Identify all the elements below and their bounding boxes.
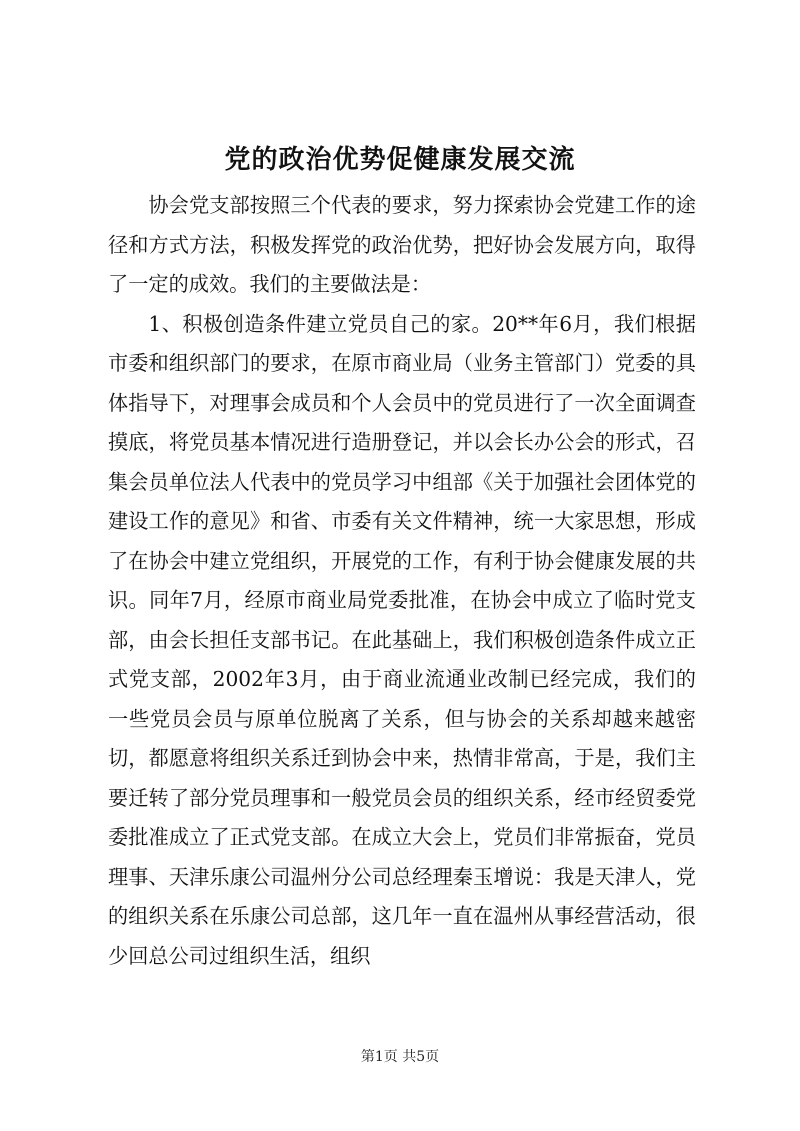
document-title: 党的政治优势促健康发展交流 [224,145,576,175]
paragraph-section-1: 1、积极创造条件建立党员自己的家。20**年6月，我们根据市委和组织部门的要求，在原市商业局（业务主管部门）党委的具体指导下，对理事会成员和个人会员中的党员进行了一次全面调查摸底，将党员基本情况进行造册登记，并以会长办公会的形式，召集会员单位法人代表中的党员学习中组部《关于加强社会团体党的建设工作的意见》和省、市委有关文件精神，统一大家思想，形成了在协会中建立党组织，开展党的工作，有利于协会健康发展的共识。同年7月，经原市商业局党委批准，在协会中成立了临时党支部，由会长担任支部书记。在此基础上，我们积极创造条件成立正式党支部，2002年3月，由于商业流通业改制已经完成，我们的一些党员会员与原单位脱离了关系，但与协会的关系却越来越密切，都愿意将组织关系迁到协会中来，热情非常高，于是，我们主要迁转了部分党员理事和一般党员会员的组织关系，经市经贸委党委批准成立了正式党支部。在成立大会上，党员们非常振奋，党员理事、天津乐康公司温州分公司总经理秦玉增说：我是天津人，党的组织关系在乐康公司总部，这几年一直在温州从事经营活动，很少回总公司过组织生活，组织 [108,311,696,968]
page-footer: 第1页 共5页 [360,1049,440,1065]
document-body [108,186,696,976]
paragraph-intro: 协会党支部按照三个代表的要求，努力探索协会党建工作的途径和方式方法，积极发挥党的政治优势，把好协会发展方向，取得了一定的成效。我们的主要做法是： [108,193,696,296]
